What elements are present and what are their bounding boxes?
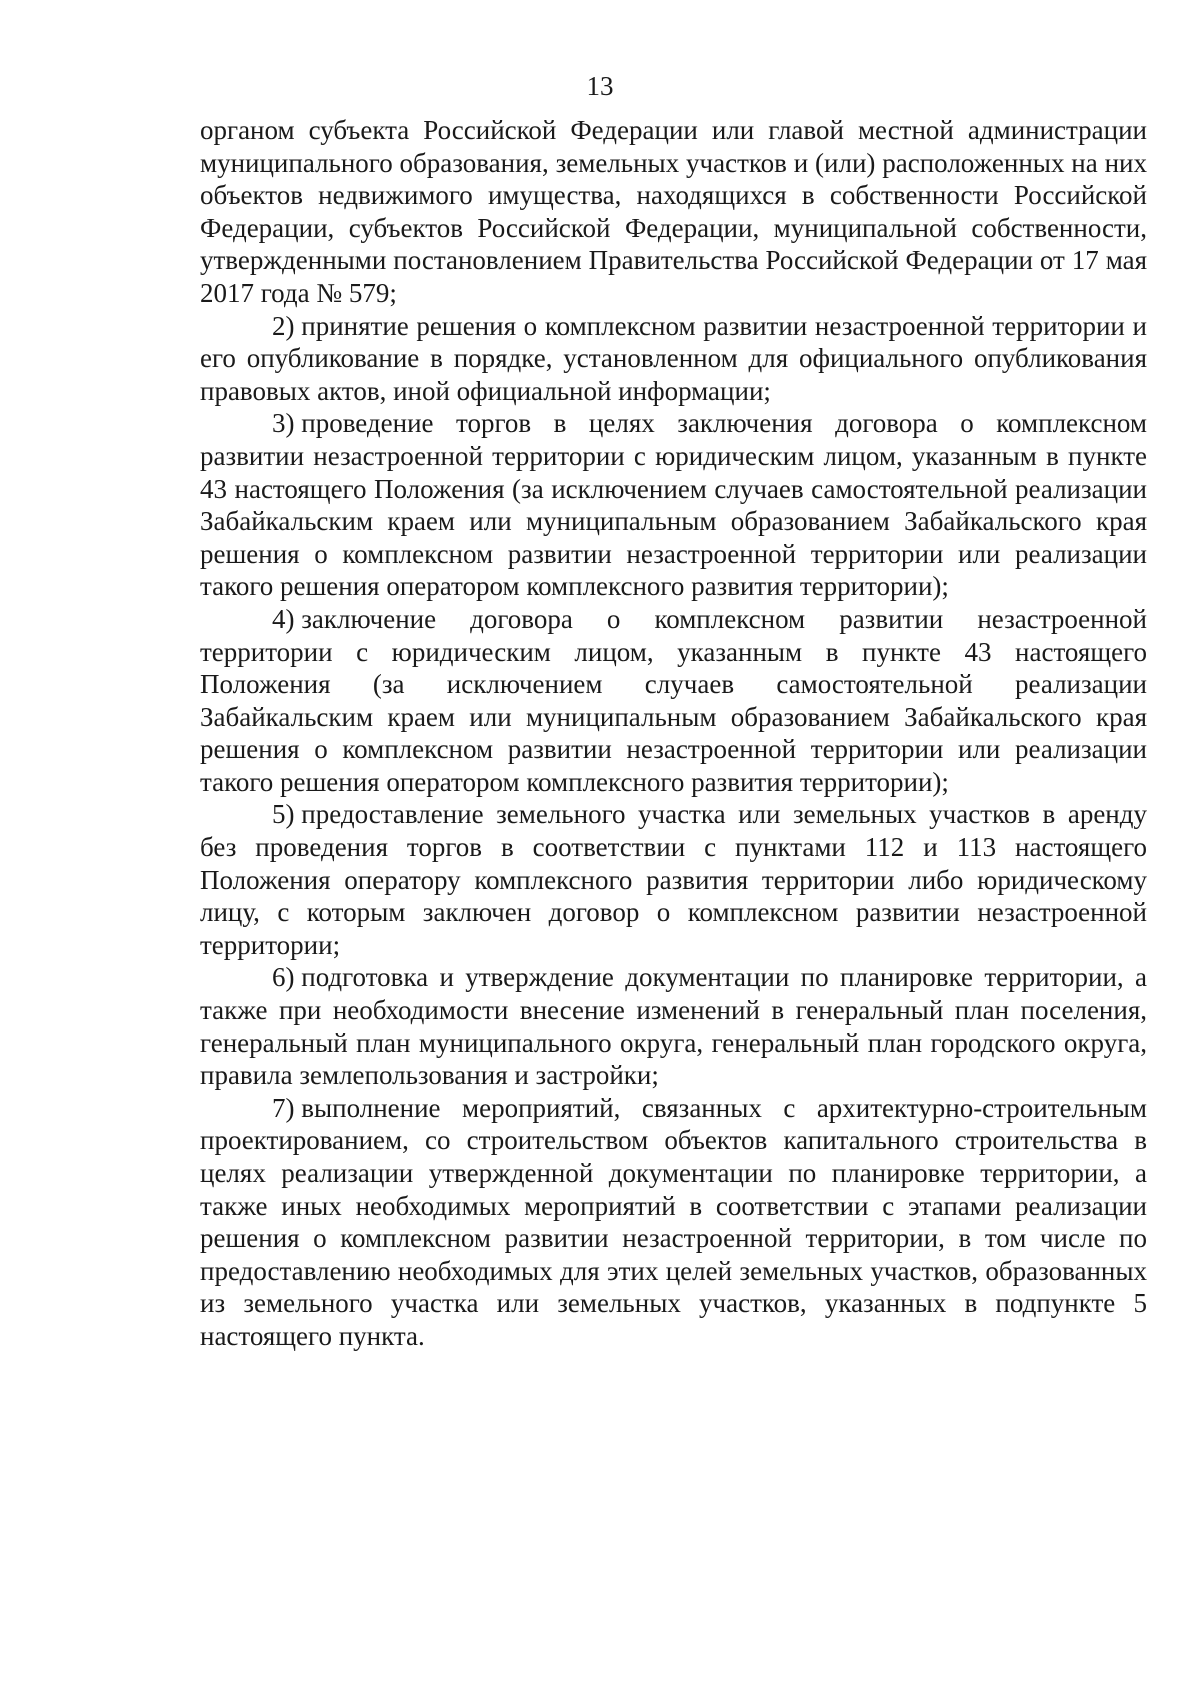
list-item-number: 4): [272, 603, 295, 634]
list-item-number: 6): [272, 962, 295, 993]
list-item-number: 7): [272, 1092, 295, 1123]
list-item-text: предоставление земельного участка или земельных участков в аренду без проведения торгов в соответствии с пунктами 112 и 113 настоящего Положения оператору комплексного развития территории либо юридическому лицу, с которым заключен договор о комплексном развитии незастроенной территории;: [200, 799, 1147, 960]
list-item-text: принятие решения о комплексном развитии незастроенной территории и его опубликование в порядке, установленном для официального опубликования правовых актов, иной официальной информации;: [200, 310, 1147, 406]
list-item-3: [200, 407, 1147, 603]
list-item-7: [200, 1092, 1147, 1353]
list-item-6: [200, 961, 1147, 1091]
list-item-text: проведение торгов в целях заключения договора о комплексном развитии незастроенной территории с юридическим лицом, указанным в пункте 43 настоящего Положения (за исключением случаев самостоятельной реализации Забайкальским краем или муниципальным образованием Забайкальского края решения о комплексном развитии незастроенной территории или реализации такого решения оператором комплексного развития территории);: [200, 408, 1147, 602]
list-item-number: 5): [272, 799, 295, 830]
page-number: 13: [586, 71, 614, 101]
document-body: [200, 114, 1147, 1353]
paragraph-continuation: [200, 114, 1147, 310]
list-item-number: 2): [272, 310, 295, 341]
list-item-text: выполнение мероприятий, связанных с архитектурно-строительным проектированием, со строительством объектов капитального строительства в целях реализации утвержденной документации по планировке территории, а также иных необходимых мероприятий в соответствии с этапами реализации решения о комплексном развитии незастроенной территории, в том числе по предоставлению необходимых для этих целей земельных участков, образованных из земельного участка или земельных участков, указанных в подпункте 5 настоящего пункта.: [200, 1092, 1147, 1351]
list-item-number: 3): [272, 408, 295, 439]
list-item-2: [200, 310, 1147, 408]
list-item-text: подготовка и утверждение документации по планировке территории, а также при необходимости внесение изменений в генеральный план поселения, генеральный план муниципального округа, генеральный план городского округа, правила землепользования и застройки;: [200, 962, 1147, 1091]
list-item-5: [200, 798, 1147, 961]
list-item-text: заключение договора о комплексном развитии незастроенной территории с юридическим лицом, указанным в пункте 43 настоящего Положения (за исключением случаев самостоятельной реализации Забайкальским краем или муниципальным образованием Забайкальского края решения о комплексном развитии незастроенной территории или реализации такого решения оператором комплексного развития территории);: [200, 603, 1147, 797]
list-item-4: [200, 603, 1147, 799]
paragraph-text: органом субъекта Российской Федерации или главой местной администрации муниципального образования, земельных участков и (или) расположенных на них объектов недвижимого имущества, находящихся в собственности Российской Федерации, субъектов Российской Федерации, муниципальной собственности, утвержденными постановлением Правительства Российской Федерации от 17 мая 2017 года № 579;: [200, 115, 1147, 308]
